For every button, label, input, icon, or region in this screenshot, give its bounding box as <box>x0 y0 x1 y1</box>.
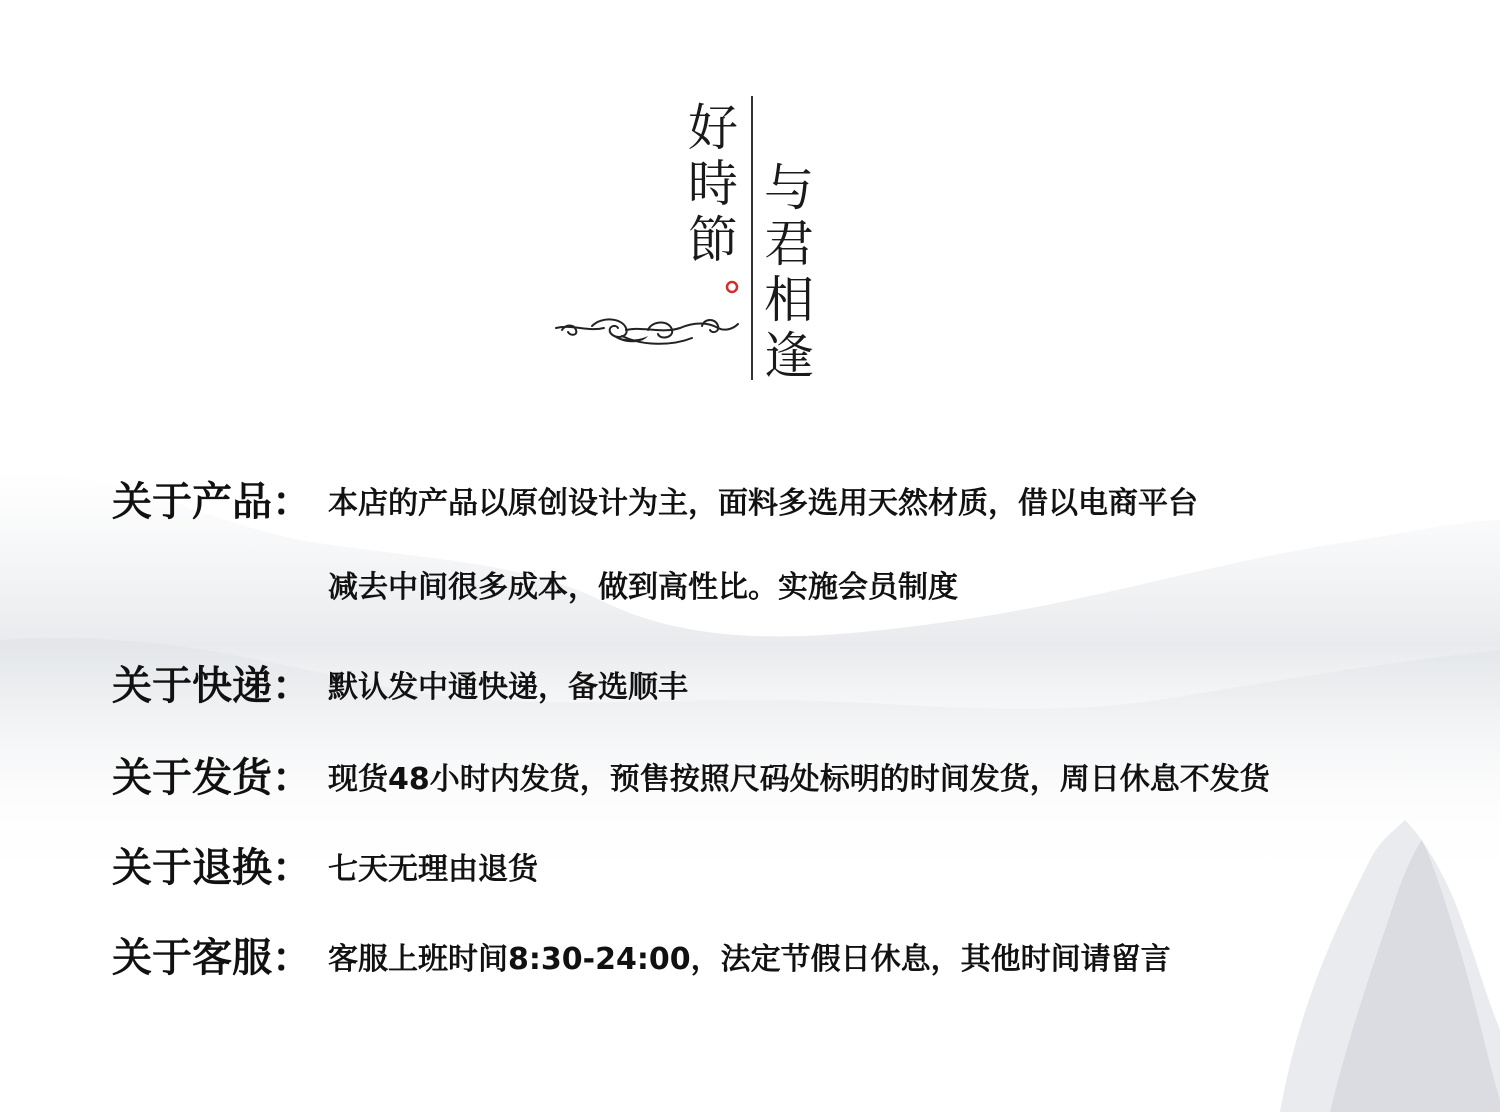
info-label-shipping: 关于发货： <box>112 755 312 801</box>
calligraphy-char: 好 <box>688 99 738 157</box>
info-text-express: 默认发中通快递，备选顺丰 <box>328 670 688 705</box>
info-label-returns: 关于退换： <box>112 845 312 891</box>
calligraphy-char: 時 <box>688 155 738 213</box>
info-text-customer-service: 客服上班时间8:30-24:00，法定节假日休息，其他时间请留言 <box>328 942 1171 977</box>
info-label-customer-service: 关于客服： <box>112 935 312 981</box>
calligraphy-char: 君 <box>764 215 814 273</box>
info-text-product-line2: 减去中间很多成本，做到高性比。实施会员制度 <box>328 570 958 605</box>
calligraphy-char: 逢 <box>764 327 814 385</box>
calligraphy-char: 相 <box>764 271 814 329</box>
info-text-product-line1: 本店的产品以原创设计为主，面料多选用天然材质，借以电商平台 <box>328 486 1198 521</box>
info-text-returns: 七天无理由退货 <box>328 852 538 887</box>
info-label-product: 关于产品： <box>112 479 312 525</box>
calligraphy-char: 与 <box>764 159 814 217</box>
calligraphy-char: 節 <box>688 211 738 269</box>
info-label-express: 关于快递： <box>112 663 312 709</box>
info-text-shipping: 现货48小时内发货，预售按照尺码处标明的时间发货，周日休息不发货 <box>328 762 1270 797</box>
